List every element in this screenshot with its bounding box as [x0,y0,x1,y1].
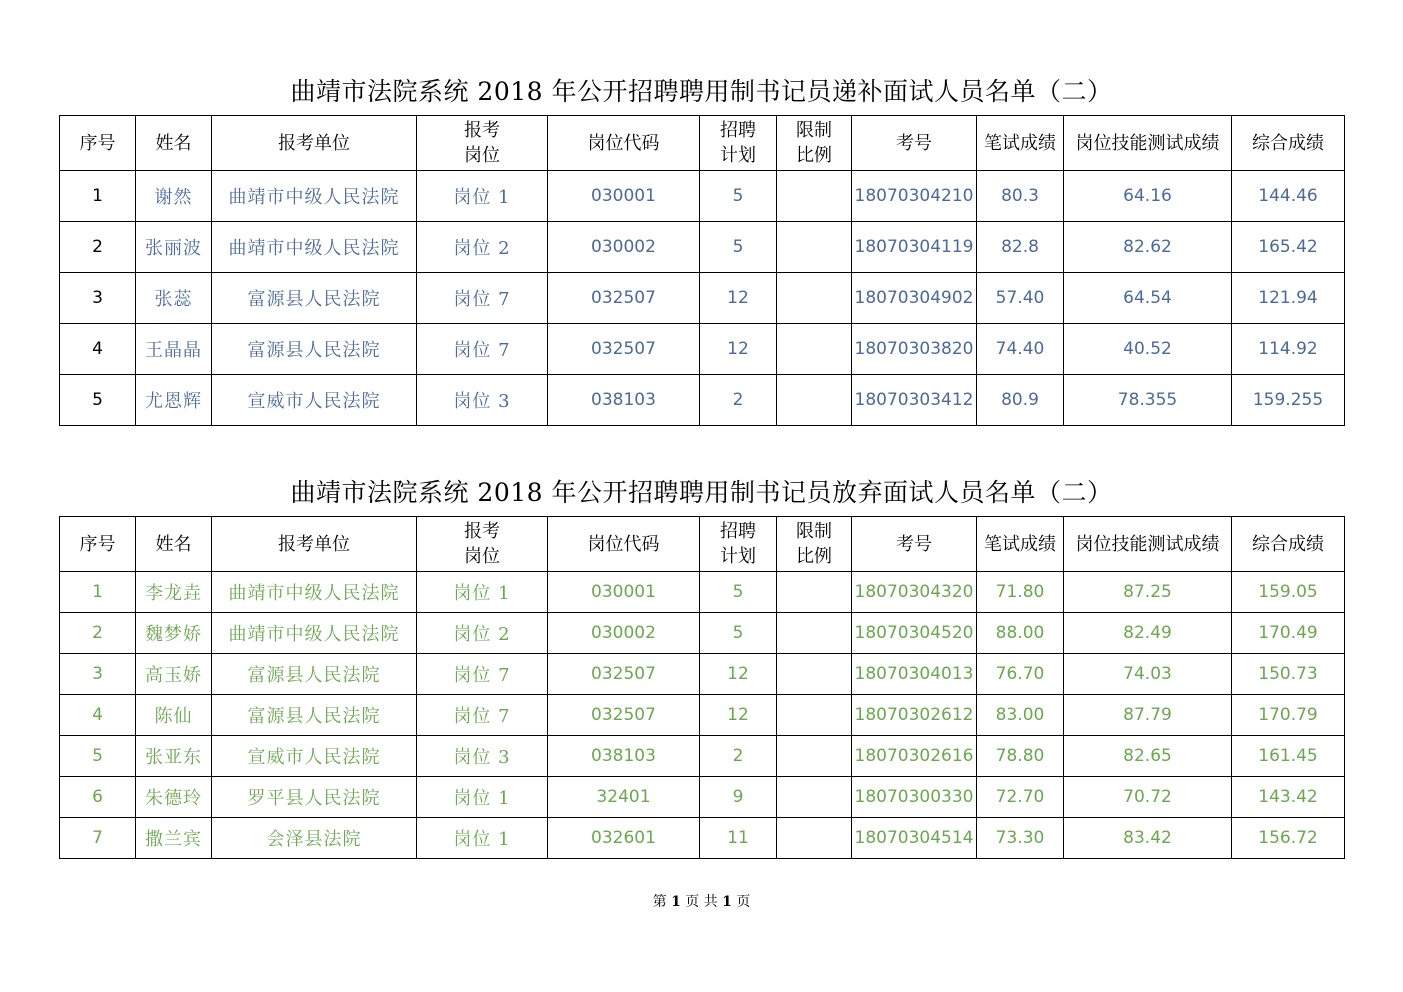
table1-title: 曲靖市法院系统 2018 年公开招聘聘用制书记员递补面试人员名单（二） [290,77,1113,106]
cell-exam-no: 18070304320 [852,572,977,613]
cell-name: 张丽波 [136,222,212,273]
header-post-line2: 岗位 [464,546,500,567]
header-skill: 岗位技能测试成绩 [1064,116,1232,171]
table-row [60,818,1345,859]
cell-name: 朱德玲 [136,777,212,818]
header-total: 综合成绩 [1232,517,1345,572]
cell-skill: 87.25 [1064,572,1232,613]
table2-title: 曲靖市法院系统 2018 年公开招聘聘用制书记员放弃面试人员名单（二） [290,478,1113,507]
cell-plan: 5 [700,171,777,222]
table-row [60,375,1345,426]
table-row [60,324,1345,375]
cell-code: 030002 [548,222,700,273]
cell-ratio [777,324,852,375]
cell-total: 165.42 [1232,222,1345,273]
cell-written: 88.00 [977,613,1064,654]
cell-name: 撒兰宾 [136,818,212,859]
cell-post: 岗位 2 [417,222,548,273]
cell-plan: 5 [700,222,777,273]
cell-plan: 12 [700,273,777,324]
cell-unit: 宣威市人民法院 [212,375,417,426]
cell-post: 岗位 7 [417,695,548,736]
cell-written: 57.40 [977,273,1064,324]
cell-name: 张亚东 [136,736,212,777]
cell-unit: 富源县人民法院 [212,654,417,695]
cell-skill: 78.355 [1064,375,1232,426]
header-plan-line2: 计划 [720,546,756,567]
footer-page-number: 1 [671,894,681,910]
header-ratio-line1: 限制 [796,120,832,141]
header-unit: 报考单位 [212,116,417,171]
cell-written: 71.80 [977,572,1064,613]
cell-code: 030002 [548,613,700,654]
header-post [417,517,548,572]
cell-total: 143.42 [1232,777,1345,818]
table-row [60,695,1345,736]
cell-written: 80.9 [977,375,1064,426]
cell-skill: 82.49 [1064,613,1232,654]
cell-ratio [777,613,852,654]
cell-exam-no: 18070302612 [852,695,977,736]
table-row [60,777,1345,818]
header-plan [700,517,777,572]
cell-plan: 5 [700,613,777,654]
cell-unit: 曲靖市中级人民法院 [212,572,417,613]
footer-prefix: 第 [652,894,667,910]
cell-total: 150.73 [1232,654,1345,695]
cell-exam-no: 18070304119 [852,222,977,273]
cell-unit: 曲靖市中级人民法院 [212,171,417,222]
cell-seq: 7 [60,818,136,859]
header-post-line2: 岗位 [464,145,500,166]
cell-exam-no: 18070300330 [852,777,977,818]
cell-unit: 富源县人民法院 [212,695,417,736]
header-post-line1: 报考 [464,120,500,141]
cell-ratio [777,171,852,222]
cell-written: 78.80 [977,736,1064,777]
cell-name: 谢然 [136,171,212,222]
cell-skill: 74.03 [1064,654,1232,695]
cell-total: 156.72 [1232,818,1345,859]
table-row [60,222,1345,273]
cell-seq: 5 [60,375,136,426]
header-plan-line1: 招聘 [720,521,756,542]
header-ratio-line2: 比例 [796,546,832,567]
cell-post: 岗位 1 [417,572,548,613]
cell-plan: 11 [700,818,777,859]
cell-unit: 宣威市人民法院 [212,736,417,777]
cell-seq: 5 [60,736,136,777]
footer-suffix: 页 [736,894,751,910]
cell-code: 032601 [548,818,700,859]
table-row [60,613,1345,654]
cell-unit: 富源县人民法院 [212,273,417,324]
cell-seq: 2 [60,613,136,654]
table-row [60,171,1345,222]
page-footer [0,891,1403,911]
cell-name: 张蕊 [136,273,212,324]
header-post [417,116,548,171]
cell-written: 72.70 [977,777,1064,818]
table2-body [60,572,1345,859]
header-code: 岗位代码 [548,517,700,572]
cell-post: 岗位 1 [417,171,548,222]
cell-written: 76.70 [977,654,1064,695]
cell-ratio [777,654,852,695]
cell-seq: 1 [60,171,136,222]
cell-post: 岗位 3 [417,375,548,426]
footer-middle: 页 共 [685,894,718,910]
cell-skill: 40.52 [1064,324,1232,375]
cell-name: 尤恩辉 [136,375,212,426]
cell-post: 岗位 2 [417,613,548,654]
cell-ratio [777,222,852,273]
cell-code: 032507 [548,654,700,695]
header-written: 笔试成绩 [977,517,1064,572]
header-seq: 序号 [60,517,136,572]
table2-header-row [60,517,1345,572]
header-total: 综合成绩 [1232,116,1345,171]
header-exam-no: 考号 [852,116,977,171]
cell-code: 030001 [548,171,700,222]
cell-name: 王晶晶 [136,324,212,375]
header-code: 岗位代码 [548,116,700,171]
header-post-line1: 报考 [464,521,500,542]
cell-seq: 4 [60,324,136,375]
table1-header-row [60,116,1345,171]
cell-ratio [777,273,852,324]
cell-skill: 64.16 [1064,171,1232,222]
cell-written: 80.3 [977,171,1064,222]
cell-post: 岗位 3 [417,736,548,777]
cell-name: 高玉娇 [136,654,212,695]
header-seq: 序号 [60,116,136,171]
cell-post: 岗位 1 [417,818,548,859]
cell-written: 73.30 [977,818,1064,859]
cell-seq: 3 [60,654,136,695]
header-skill: 岗位技能测试成绩 [1064,517,1232,572]
cell-ratio [777,736,852,777]
cell-exam-no: 18070304520 [852,613,977,654]
table-row [60,654,1345,695]
cell-skill: 82.62 [1064,222,1232,273]
cell-seq: 2 [60,222,136,273]
cell-ratio [777,572,852,613]
cell-written: 82.8 [977,222,1064,273]
cell-plan: 12 [700,324,777,375]
cell-post: 岗位 7 [417,273,548,324]
cell-exam-no: 18070304013 [852,654,977,695]
cell-total: 114.92 [1232,324,1345,375]
cell-total: 170.49 [1232,613,1345,654]
cell-total: 159.255 [1232,375,1345,426]
cell-exam-no: 18070303412 [852,375,977,426]
cell-ratio [777,375,852,426]
cell-name: 陈仙 [136,695,212,736]
cell-ratio [777,777,852,818]
cell-code: 032507 [548,695,700,736]
cell-ratio [777,695,852,736]
cell-skill: 87.79 [1064,695,1232,736]
cell-exam-no: 18070302616 [852,736,977,777]
header-ratio-line2: 比例 [796,145,832,166]
cell-skill: 83.42 [1064,818,1232,859]
cell-total: 144.46 [1232,171,1345,222]
cell-code: 32401 [548,777,700,818]
header-plan-line2: 计划 [720,145,756,166]
cell-unit: 罗平县人民法院 [212,777,417,818]
table2-withdrawn-list [59,516,1345,859]
footer-total-pages: 1 [722,894,732,910]
cell-seq: 4 [60,695,136,736]
cell-code: 032507 [548,324,700,375]
cell-skill: 64.54 [1064,273,1232,324]
cell-total: 121.94 [1232,273,1345,324]
table-row [60,736,1345,777]
cell-code: 038103 [548,375,700,426]
cell-unit: 富源县人民法院 [212,324,417,375]
header-plan [700,116,777,171]
cell-total: 170.79 [1232,695,1345,736]
cell-total: 161.45 [1232,736,1345,777]
table1-body [60,171,1345,426]
header-unit: 报考单位 [212,517,417,572]
cell-code: 032507 [548,273,700,324]
cell-seq: 3 [60,273,136,324]
cell-written: 74.40 [977,324,1064,375]
cell-seq: 1 [60,572,136,613]
cell-exam-no: 18070304210 [852,171,977,222]
cell-post: 岗位 1 [417,777,548,818]
cell-plan: 9 [700,777,777,818]
cell-unit: 曲靖市中级人民法院 [212,613,417,654]
cell-exam-no: 18070304902 [852,273,977,324]
table1-substitute-list [59,115,1345,426]
cell-code: 038103 [548,736,700,777]
cell-ratio [777,818,852,859]
header-plan-line1: 招聘 [720,120,756,141]
header-name: 姓名 [136,517,212,572]
cell-unit: 曲靖市中级人民法院 [212,222,417,273]
cell-plan: 5 [700,572,777,613]
cell-post: 岗位 7 [417,324,548,375]
cell-code: 030001 [548,572,700,613]
cell-name: 魏梦娇 [136,613,212,654]
cell-plan: 12 [700,654,777,695]
cell-total: 159.05 [1232,572,1345,613]
header-ratio-line1: 限制 [796,521,832,542]
header-exam-no: 考号 [852,517,977,572]
cell-name: 李龙垚 [136,572,212,613]
table-row [60,572,1345,613]
cell-plan: 12 [700,695,777,736]
cell-plan: 2 [700,375,777,426]
cell-unit: 会泽县法院 [212,818,417,859]
cell-seq: 6 [60,777,136,818]
cell-exam-no: 18070303820 [852,324,977,375]
header-ratio [777,116,852,171]
cell-post: 岗位 7 [417,654,548,695]
cell-exam-no: 18070304514 [852,818,977,859]
cell-written: 83.00 [977,695,1064,736]
header-name: 姓名 [136,116,212,171]
cell-skill: 82.65 [1064,736,1232,777]
cell-skill: 70.72 [1064,777,1232,818]
header-ratio [777,517,852,572]
cell-plan: 2 [700,736,777,777]
table-row [60,273,1345,324]
header-written: 笔试成绩 [977,116,1064,171]
